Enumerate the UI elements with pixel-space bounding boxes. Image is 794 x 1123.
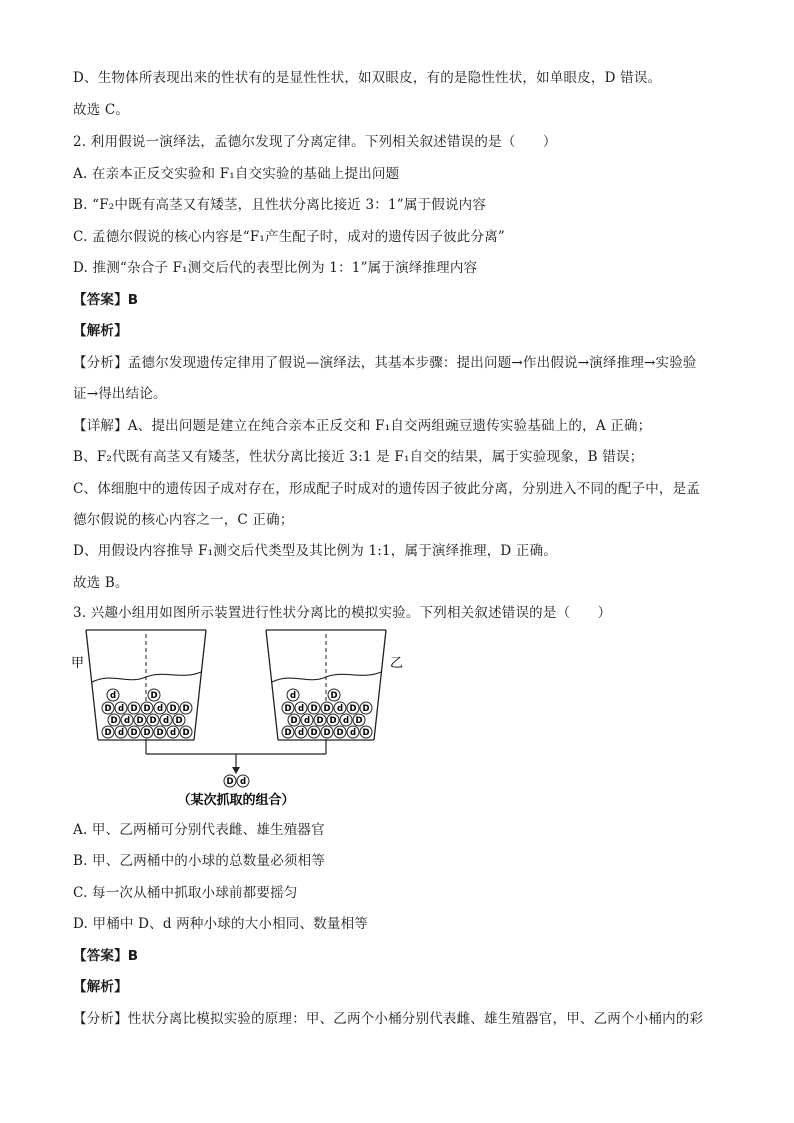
option-a: A. 在亲本正反交实验和 F₁自交实验的基础上提出问题 [73,166,400,182]
connector-lines [146,740,326,770]
result-balls [224,775,249,787]
balls-yi [282,689,372,738]
bucket-yi [266,630,386,740]
ball-label: D [175,716,183,726]
ball-label: d [169,728,177,738]
option-c: C. 孟德尔假说的核心内容是“F₁产生配子时，成对的遗传因子彼此分离” [73,229,506,245]
ball-label: D [169,704,177,714]
ball-label: d [289,691,297,701]
ball-label: D [355,716,363,726]
ball-label: D [110,716,118,726]
ball-label: d [156,704,164,714]
line-2: 故选 C。 [73,102,130,118]
ball-label: D [182,704,190,714]
analysis-line-1: 【分析】孟德尔发现遗传定律用了假说—演绎法，其基本步骤：提出问题→作出假说→演绎推理→实验验 [73,355,697,371]
analysis-line-3: 【分析】性状分离比模拟实验的原理：甲、乙两个小桶分别代表雌、雄生殖器官，甲、乙两个小桶内的彩 [73,1011,704,1027]
ball-label: D [290,716,298,726]
ball-label: D [329,716,337,726]
ball-label: d [349,728,357,738]
balls-jia [102,689,192,738]
ball-label: D [284,704,292,714]
ball-label: D [150,691,158,701]
result-ball-recessive: d [239,777,247,787]
ball-label: d [123,716,131,726]
question-3: 3. 兴趣小组用如图所示装置进行性状分离比的模拟实验。下列相关叙述错误的是（ ） [73,605,612,621]
ball-label: D [143,728,151,738]
ball-label: d [336,704,344,714]
ball-label: d [303,716,311,726]
ball-label: D [284,728,292,738]
ball-label: D [323,704,331,714]
option-3b: B. 甲、乙两桶中的小球的总数量必须相等 [73,853,326,869]
ball-label: D [316,716,324,726]
ball-label: D [310,704,318,714]
ball-label: D [130,704,138,714]
analysis-tag: 【解析】 [73,323,128,339]
result-ball-dominant: D [226,777,234,787]
ball-label: D [323,728,331,738]
detail-line-4: 德尔假说的核心内容之一，C 正确； [73,512,294,528]
ball-label: D [349,704,357,714]
ball-label: D [182,728,190,738]
ball-label: d [117,704,125,714]
label-jia: 甲 [71,656,85,671]
detail-line-5: D、用假设内容推导 F₁测交后代类型及其比例为 1:1，属于演绎推理，D 正确。 [73,543,558,559]
ball-label: D [310,728,318,738]
answer-tag-3: 【答案】B [73,948,139,964]
option-3d: D. 甲桶中 D、d 两种小球的大小相同、数量相等 [73,916,368,932]
question-2: 2. 利用假说一演绎法，孟德尔发现了分离定律。下列相关叙述错误的是（ ） [73,134,557,150]
ball-label: D [156,728,164,738]
line-1: D、生物体所表现出来的性状有的是显性性状，如双眼皮，有的是隐性性状，如单眼皮，D 错误。 [73,70,662,86]
analysis-line-2: 证→得出结论。 [73,386,167,402]
ball-label: D [143,704,151,714]
option-3a: A. 甲、乙两桶可分别代表雌、雄生殖器官 [73,822,325,838]
detail-line-2: B、F₂代既有高茎又有矮茎，性状分离比接近 3:1 是 F₁自交的结果，属于实验现象，B 错误； [73,449,644,465]
ball-label: d [297,728,305,738]
ball-label: d [117,728,125,738]
figure-caption: （某次抓取的组合） [177,793,295,808]
ball-label: D [336,728,344,738]
ball-label: D [362,728,370,738]
option-d: D. 推测“杂合子 F₁测交后代的表型比例为 1：1”属于演绎推理内容 [73,260,478,276]
ball-label: D [130,728,138,738]
ball-label: d [297,704,305,714]
ball-label: D [104,704,112,714]
ball-label: d [162,716,170,726]
option-b: B. “F₂中既有高茎又有矮茎，且性状分离比接近 3：1”属于假说内容 [73,197,487,213]
analysis-tag-3: 【解析】 [73,979,128,995]
ball-label: D [149,716,157,726]
ball-label: d [109,691,117,701]
detail-line-3: C、体细胞中的遗传因子成对存在，形成配子时成对的遗传因子彼此分离，分别进入不同的配子中，是孟 [73,481,701,497]
choice-line: 故选 B。 [73,575,129,591]
option-3c: C. 每一次从桶中抓取小球前都要摇匀 [73,885,298,901]
ball-label: D [136,716,144,726]
ball-label: D [362,704,370,714]
label-yi: 乙 [390,656,404,671]
ball-label: d [342,716,350,726]
bucket-diagram [68,622,418,812]
ball-label: D [330,691,338,701]
answer-tag: 【答案】B [73,292,139,308]
ball-label: D [104,728,112,738]
arrow-head [232,767,240,774]
detail-line-1: 【详解】A、提出问题是建立在纯合亲本正反交和 F₁自交两组豌豆遗传实验基础上的，A 正确； [73,418,652,434]
bucket-jia [86,630,206,740]
